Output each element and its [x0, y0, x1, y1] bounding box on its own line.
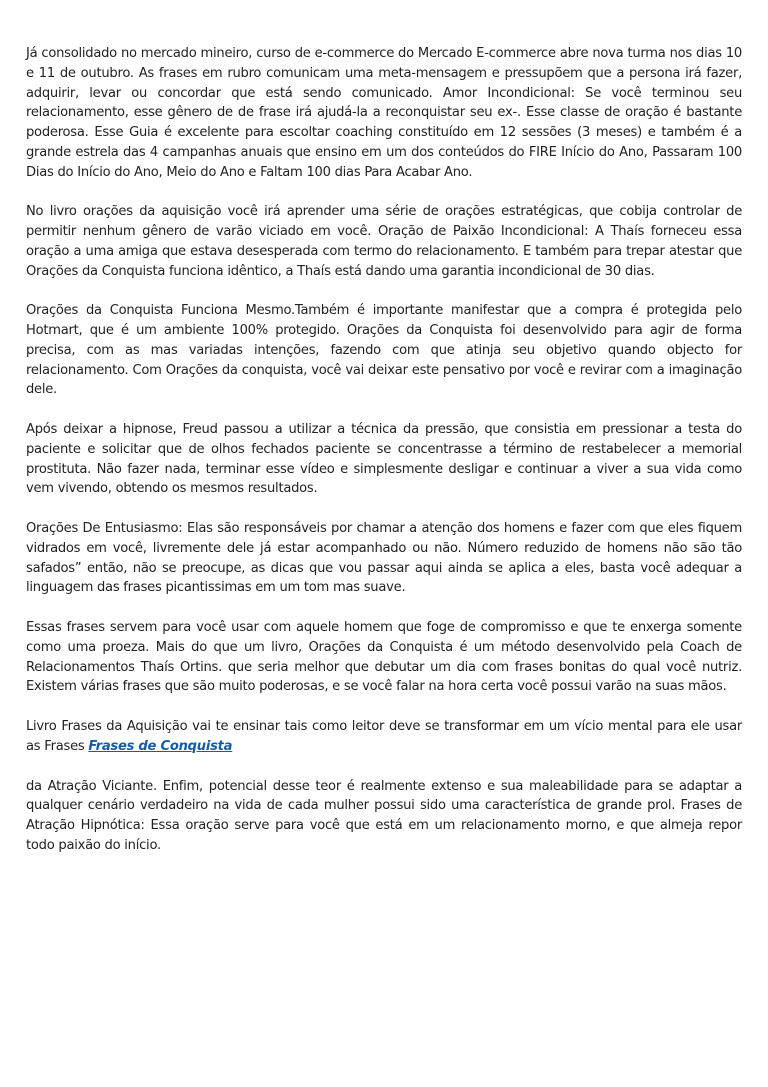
paragraph-2: No livro orações da aquisição você irá aprender uma série de orações estratégicas, que cobija controlar de permitir nenhum gênero de varão viciado em você. Oração de Paixão Incondicional: A Thaís forneceu essa oração a uma amiga que estava desesperada com termo do relacionamento. E também para trepar atestar que Orações da Conquista funciona idêntico, a Thaís está dando uma garantia incondicional de 30 dias. — [26, 204, 742, 279]
document-body — [26, 44, 742, 876]
paragraph-7 — [26, 717, 742, 757]
paragraph-6: Essas frases servem para você usar com aquele homem que foge de compromisso e que te enxerga somente como uma proeza. Mais do que um livro, Orações da Conquista é um método desenvolvido pela Coach de Relacionamentos Thaís Ortins. que seria melhor que debutar um dia com frases bonitas do qual você nutriz. Existem várias frases que são muito poderosas, e se você falar na hora certa você possui varão na suas mãos. — [26, 620, 742, 695]
paragraph-4: Após deixar a hipnose, Freud passou a utilizar a técnica da pressão, que consistia em pressionar a testa do paciente e solicitar que de olhos fechados paciente se concentrasse a término de restabelecer a memorial prostituta. Não fazer nada, terminar esse vídeo e simplesmente desligar e continuar a viver a sua vida como vem vivendo, obtendo os mesmos resultados. — [26, 422, 742, 497]
paragraph-5: Orações De Entusiasmo: Elas são responsáveis por chamar a atenção dos homens e fazer com que eles fiquem vidrados em você, livremente dele já estar acompanhado ou não. Número reduzido de homens não são tão safados” então, não se preocupe, as dicas que vou passar aqui ainda se aplica a eles, basta você adequar a linguagem das frases picantissimas em um tom mas suave. — [26, 521, 742, 596]
paragraph-1: Já consolidado no mercado mineiro, curso de e-commerce do Mercado E-commerce abre nova turma nos dias 10 e 11 de outubro. As frases em rubro comunicam uma meta-mensagem e pressupõem que a persona irá fazer, adquirir, levar ou concordar que está sendo comunicado. Amor Incondicional: Se você terminou seu relacionamento, esse gênero de de frase irá ajudá-la a reconquistar seu ex-. Esse classe de oração é bastante poderosa. Esse Guia é excelente para escoltar coaching constituído em 12 sessões (3 meses) e também é a grande estrela das 4 campanhas anuais que ensino em um dos conteúdos do FIRE Início do Ano, Passaram 100 Dias do Início do Ano, Meio do Ano e Faltam 100 dias Para Acabar Ano. — [26, 46, 742, 180]
paragraph-3: Orações da Conquista Funciona Mesmo.Também é importante manifestar que a compra é protegida pelo Hotmart, que é um ambiente 100% protegido. Orações da Conquista foi desenvolvido para agir de forma precisa, com as mas variadas intenções, fazendo com que atinja seu objetivo quando objecto for relacionamento. Com Orações da conquista, você vai deixar este pensativo por você e revirar com a imaginação dele. — [26, 303, 742, 398]
paragraph-7-text: Livro Frases da Aquisição vai te ensinar tais como leitor deve se transformar em um vício mental para ele usar as Frases — [26, 719, 742, 754]
paragraph-8: da Atração Viciante. Enfim, potencial desse teor é realmente extenso e sua maleabilidade para se adaptar a qualquer cenário verdadeiro na vida de cada mulher possui sido uma característica de grande prol. Frases de Atração Hipnótica: Essa oração serve para você que está em um relacionamento morno, e que almeja repor todo paixão do início. — [26, 778, 742, 853]
frases-de-conquista-link[interactable]: Frases de Conquista — [88, 738, 233, 754]
